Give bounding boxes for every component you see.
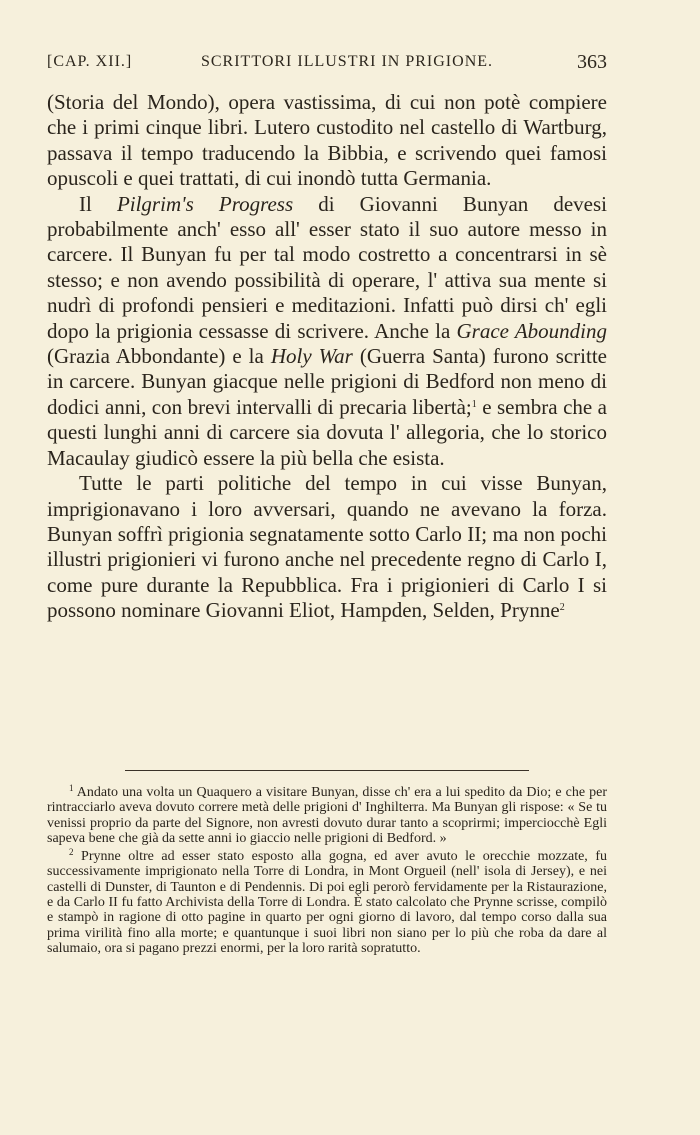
paragraph-1: [47, 90, 607, 192]
title-holy-war: Holy War: [270, 344, 353, 369]
footnote-2-mark: 2: [69, 847, 74, 858]
paragraph-3-text: Tutte le parti politiche del tempo in cui visse Bunyan, imprigionavano i loro avversari, quando ne avevano la forza. Bunyan soffrì prigionia segnatamente sotto Carlo II; ma non pochi illustri prigionieri vi furono anche nel precedente regno di Carlo I, come pure durante la Repubblica. Fra i prigionieri di Carlo I si possono nominare Giovanni Eliot, Hampden, Selden, Prynne: [47, 471, 607, 623]
paragraph-3: [47, 471, 607, 623]
title-grace-abounding: Grace Abounding: [456, 318, 607, 343]
footnote-2: [47, 849, 607, 956]
paragraph-2-text-b: di Giovanni Bunyan devesi probabilmente anch' esso all' esser stato il suo autore messo in carcere. Il Bunyan fu per tal modo costretto a concentrarsi in sè stesso; e non avendo possibilità di operare, l' attiva sua mente si nudrì di profondi pensieri e meditazioni. Infatti può dirsi ch' egli dopo la prigionia cessasse di scrivere. Anche la: [47, 191, 608, 343]
paragraph-2: [47, 192, 607, 471]
footnote-1-mark: 1: [69, 783, 74, 793]
paragraph-1-text: (Storia del Mondo), opera vastissima, di cui non potè compiere che i primi cinque libri. Lutero custodito nel castello di Wartburg, passava il tempo traducendo la Bibbia, e scrivendo quei famosi opuscoli e quei trattati, di cui inondò tutta Germania.: [47, 90, 607, 191]
footnote-ref-1: 1: [471, 398, 477, 410]
footnote-1: [47, 785, 607, 846]
title-pilgrims-progress: Pilgrim's Progress: [116, 191, 294, 216]
paragraph-2-text-c: (Grazia Abbondante) e la: [47, 344, 271, 369]
chapter-marker: [CAP. XII.]: [47, 53, 133, 70]
book-page: [47, 0, 607, 1135]
paragraph-2-text-a: Il: [79, 191, 117, 216]
page-number: 363: [577, 51, 607, 73]
paragraph-2-text-d: (Guerra Santa) furono scritte in carcere. Bunyan giacque nelle prigioni di Bedford non meno di dodici anni, con brevi intervalli di precaria libertà;: [47, 344, 608, 419]
footnote-ref-2: 2: [559, 602, 565, 614]
footnote-1-text: Andato una volta un Quaquero a visitare Bunyan, disse ch' era a lui spedito da Dio; e che per rintracciarlo aveva dovuto correre metà delle prigioni d' Inghilterra. Ma Bunyan gli rispose: « Se tu venissi proprio da parte del Signore, non avresti dovuto durar tanto a scoprirmi; imperciocchè Egli sapeva bene che già da sette anni io giaccio nelle prigioni di Bedford. »: [47, 785, 607, 846]
running-title: SCRITTORI ILLUSTRI IN PRIGIONE.: [200, 53, 494, 70]
body-text: [47, 90, 607, 624]
footnote-divider: [125, 770, 529, 771]
footnotes: [47, 785, 607, 956]
running-head: [47, 53, 607, 79]
footnote-2-text: Prynne oltre ad esser stato esposto alla gogna, ed aver avuto le orecchie mozzate, fu successivamente imprigionato nella Torre di Londra, in Mont Orgueil (nell' isola di Jersey), e nei castelli di Dunster, di Taunton e di Pendennis. Di poi egli perorò fervidamente per la Ristaurazione, e da Carlo II fu fatto Archivista della Torre di Londra. È stato calcolato che Prynne scrisse, compilò e stampò in ragione di otto pagine in quarto per ogni giorno di lavoro, dal tempo corso dalla sua prima virilità fino alla morte; e quantunque i suoi libri non siano per lo più che roba da dare al salumaio, ora si pagano prezzi enormi, per la loro rarità sopratutto.: [47, 849, 607, 956]
paragraph-2-text-e: e sembra che a questi lunghi anni di carcere sia dovuta l' allegoria, che lo storico Macaulay giudicò essere la più bella che esista.: [47, 394, 607, 470]
